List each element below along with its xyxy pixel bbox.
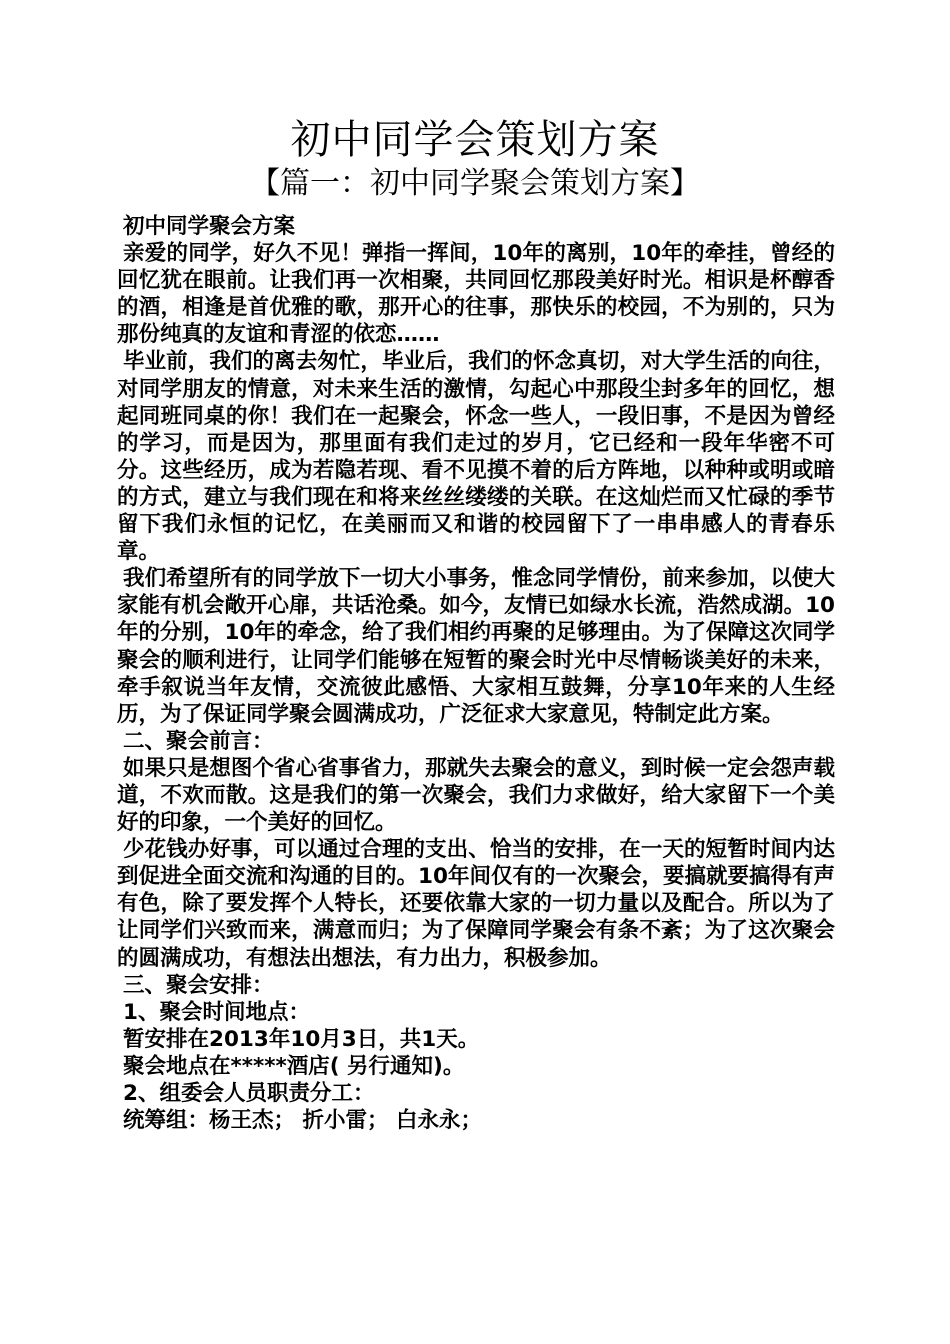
- paragraph-preface-1: 如果只是想图个省心省事省力，那就失去聚会的意义，到时候一定会怨声载道，不欢而散。这是我们的第一次聚会，我们力求做好，给大家留下一个美好的印象，一个美好的回忆。: [117, 755, 835, 836]
- paragraph-coordination-group: 统筹组：杨王杰； 折小雷； 白永永；: [123, 1108, 482, 1134]
- document-body: [117, 213, 835, 1134]
- subsection-heading-time-place: 1、聚会时间地点：: [123, 999, 310, 1025]
- paragraph-memories: 毕业前，我们的离去匆忙，毕业后，我们的怀念真切，对大学生活的向往，对同学朋友的情意，对未来生活的激情，勾起心中那段尘封多年的回忆，想起同班同桌的你！我们在一起聚会，怀念一些人，一段旧事，不是因为曾经的学习，而是因为，那里面有我们走过的岁月，它已经和一段年华密不可分。这些经历，成为若隐若现、看不见摸不着的后方阵地，以种种或明或暗的方式，建立与我们现在和将来丝丝缕缕的关联。在这灿烂而又忙碌的季节留下我们永恒的记忆，在美丽而又和谐的校园留下了一串串感人的青春乐章。: [117, 349, 835, 565]
- paragraph-venue: 聚会地点在*****酒店( 另行通知)。: [123, 1053, 465, 1079]
- section-heading-arrangement: 三、聚会安排：: [123, 972, 274, 998]
- section-heading-plan: 初中同学聚会方案: [123, 214, 296, 239]
- paragraph-purpose: 我们希望所有的同学放下一切大小事务，惟念同学情份，前来参加，以使大家能有机会敞开心扉，共话沧桑。如今，友情已如绿水长流，浩然成湖。10年的分别，10年的牵念，给了我们相约再聚的足够理由。为了保障这次同学聚会的顺利进行，让同学们能够在短暂的聚会时光中尽情畅谈美好的未来，牵手叙说当年友情，交流彼此感悟、大家相互鼓舞，分享10年来的人生经历，为了保证同学聚会圆满成功，广泛征求大家意见，特制定此方案。: [117, 566, 835, 727]
- paragraph-date: 暂安排在2013年10月3日，共1天。: [123, 1026, 480, 1052]
- paragraph-greeting: 亲爱的同学，好久不见！弹指一挥间，10年的离别，10年的牵挂，曾经的回忆犹在眼前。让我们再一次相聚，共同回忆那段美好时光。相识是杯醇香的酒，相逢是首优雅的歌，那开心的往事，那快乐的校园，不为别的，只为那份纯真的友谊和青涩的依恋……: [117, 241, 835, 348]
- document-title: 初中同学会策划方案: [290, 117, 660, 163]
- section-heading-preface: 二、聚会前言：: [123, 728, 274, 754]
- paragraph-preface-2: 少花钱办好事，可以通过合理的支出、恰当的安排，在一天的短暂时间内达到促进全面交流和沟通的目的。10年间仅有的一次聚会，要搞就要搞得有声有色，除了要发挥个人特长，还要依靠大家的一切力量以及配合。所以为了让同学们兴致而来，满意而归；为了保障同学聚会有条不紊；为了这次聚会的圆满成功，有想法出想法，有力出力，积极参加。: [117, 837, 835, 971]
- document-subtitle: 【篇一：初中同学聚会策划方案】: [250, 166, 700, 201]
- subsection-heading-committee: 2、组委会人员职责分工：: [123, 1081, 375, 1106]
